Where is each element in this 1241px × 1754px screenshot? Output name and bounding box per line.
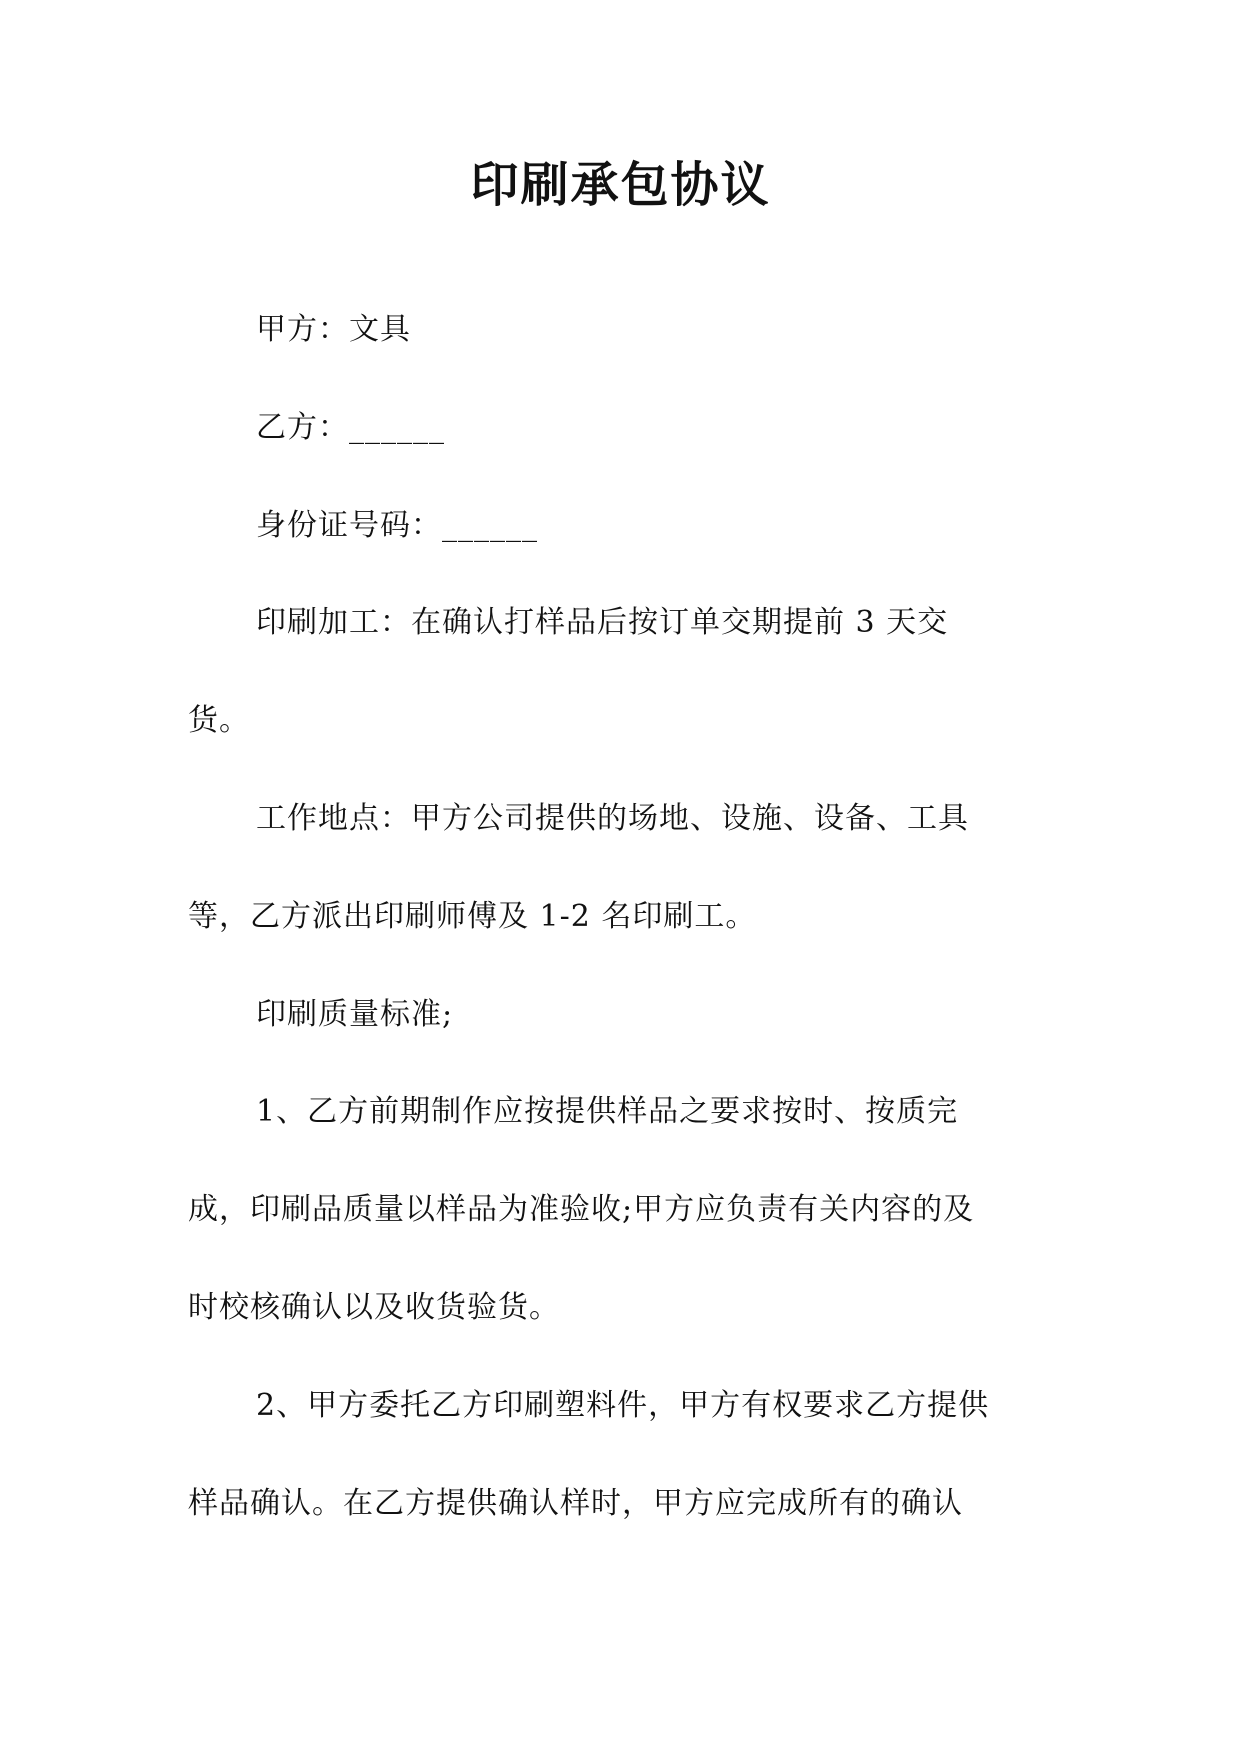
quality-standard-heading: 印刷质量标准; bbox=[256, 997, 454, 1032]
work-location-line-1: 工作地点：甲方公司提供的场地、设施、设备、工具 bbox=[256, 801, 969, 836]
party-a-line: 甲方：文具 bbox=[256, 312, 411, 347]
clause-1-line-1: 1、乙方前期制作应按提供样品之要求按时、按质完 bbox=[256, 1094, 959, 1129]
clause-1-line-2: 成，印刷品质量以样品为准验收;甲方应负责有关内容的及 bbox=[188, 1192, 975, 1227]
work-location-line-2: 等，乙方派出印刷师傅及 1-2 名印刷工。 bbox=[188, 899, 757, 934]
printing-processing-line-1: 印刷加工：在确认打样品后按订单交期提前 3 天交 bbox=[256, 605, 949, 640]
clause-2-line-1: 2、甲方委托乙方印刷塑料件，甲方有权要求乙方提供 bbox=[256, 1388, 990, 1423]
printing-processing-line-2: 货。 bbox=[188, 703, 250, 738]
clause-2-line-2: 样品确认。在乙方提供确认样时，甲方应完成所有的确认 bbox=[188, 1486, 963, 1521]
party-b-line: 乙方：______ bbox=[256, 410, 445, 445]
document-title: 印刷承包协议 bbox=[470, 157, 771, 213]
id-number-line: 身份证号码：______ bbox=[256, 508, 538, 543]
clause-1-line-3: 时校核确认以及收货验货。 bbox=[188, 1290, 560, 1325]
